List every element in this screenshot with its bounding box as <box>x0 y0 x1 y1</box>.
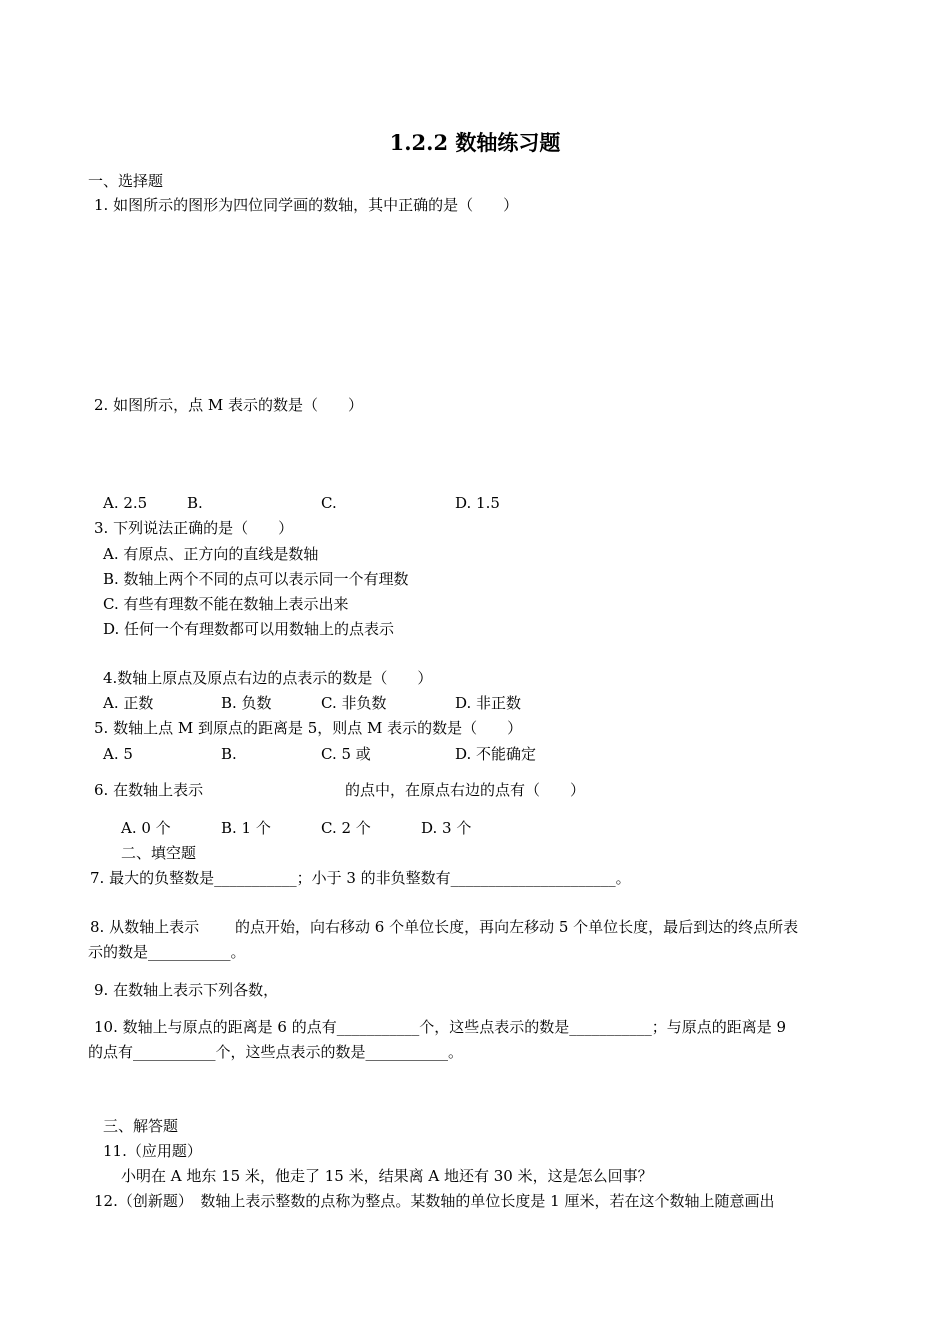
question-9: 9. 在数轴上表示下列各数， <box>94 981 279 999</box>
question-12: 12.（创新题） 数轴上表示整数的点称为整点。某数轴的单位长度是 1 厘米，若在这个数轴上随意画出 <box>94 1192 775 1210</box>
q6-option-a: A. 0 个 <box>121 819 171 837</box>
q6-option-d: D. 3 个 <box>421 819 472 837</box>
q4-option-d: D. 非正数 <box>455 694 522 712</box>
question-1: 1. 如图所示的图形为四位同学画的数轴，其中正确的是（ ） <box>94 196 519 214</box>
q3-option-c: C. 有些有理数不能在数轴上表示出来 <box>103 595 349 613</box>
question-3: 3. 下列说法正确的是（ ） <box>94 519 294 537</box>
q3-option-d: D. 任何一个有理数都可以用数轴上的点表示 <box>103 620 395 638</box>
q4-option-c: C. 非负数 <box>321 694 387 712</box>
question-7: 7. 最大的负整数是___________；小于 3 的非负整数有______________________。 <box>90 869 631 887</box>
question-5: 5. 数轴上点 M 到原点的距离是 5，则点 M 表示的数是（ ） <box>94 719 523 737</box>
q2-option-a: A. 2.5 <box>103 494 148 512</box>
q2-option-c: C. <box>321 494 337 512</box>
q5-option-d: D. 不能确定 <box>455 745 537 763</box>
question-10-line2: 的点有___________个，这些点表示的数是___________。 <box>88 1043 464 1061</box>
section-heading-fill: 二、填空题 <box>121 844 197 862</box>
question-11-label: 11.（应用题） <box>103 1142 202 1160</box>
q6-option-c: C. 2 个 <box>321 819 371 837</box>
q3-option-a: A. 有原点、正方向的直线是数轴 <box>103 545 319 563</box>
question-11-text: 小明在 A 地东 15 米，他走了 15 米，结果离 A 地还有 30 米，这是怎么回事？ <box>121 1167 653 1185</box>
question-2: 2. 如图所示，点 M 表示的数是（ ） <box>94 396 363 414</box>
section-heading-choice: 一、选择题 <box>88 172 164 190</box>
q2-option-b: B. <box>187 494 203 512</box>
question-4: 4.数轴上原点及原点右边的点表示的数是（ ） <box>103 669 433 687</box>
q4-option-b: B. 负数 <box>221 694 272 712</box>
q6-option-b: B. 1 个 <box>221 819 271 837</box>
q5-option-a: A. 5 <box>103 745 133 763</box>
q5-option-c: C. 5 或 <box>321 745 371 763</box>
question-8-line2: 示的数是___________。 <box>88 943 246 961</box>
question-6-left: 6. 在数轴上表示 <box>94 781 204 799</box>
section-heading-answer: 三、解答题 <box>103 1117 179 1135</box>
question-10-line1: 10. 数轴上与原点的距离是 6 的点有___________个，这些点表示的数是___________；与原点的距离是 9 <box>94 1018 787 1036</box>
q4-option-a: A. 正数 <box>103 694 154 712</box>
question-6-right: 的点中，在原点右边的点有（ ） <box>345 781 586 799</box>
q2-option-d: D. 1.5 <box>455 494 500 512</box>
q5-option-b: B. <box>221 745 237 763</box>
question-8-right: 的点开始，向右移动 6 个单位长度，再向左移动 5 个单位长度，最后到达的终点所表 <box>235 918 799 936</box>
question-8-left: 8. 从数轴上表示 <box>90 918 200 936</box>
page-title: 1.2.2 数轴练习题 <box>389 130 561 155</box>
q3-option-b: B. 数轴上两个不同的点可以表示同一个有理数 <box>103 570 409 588</box>
